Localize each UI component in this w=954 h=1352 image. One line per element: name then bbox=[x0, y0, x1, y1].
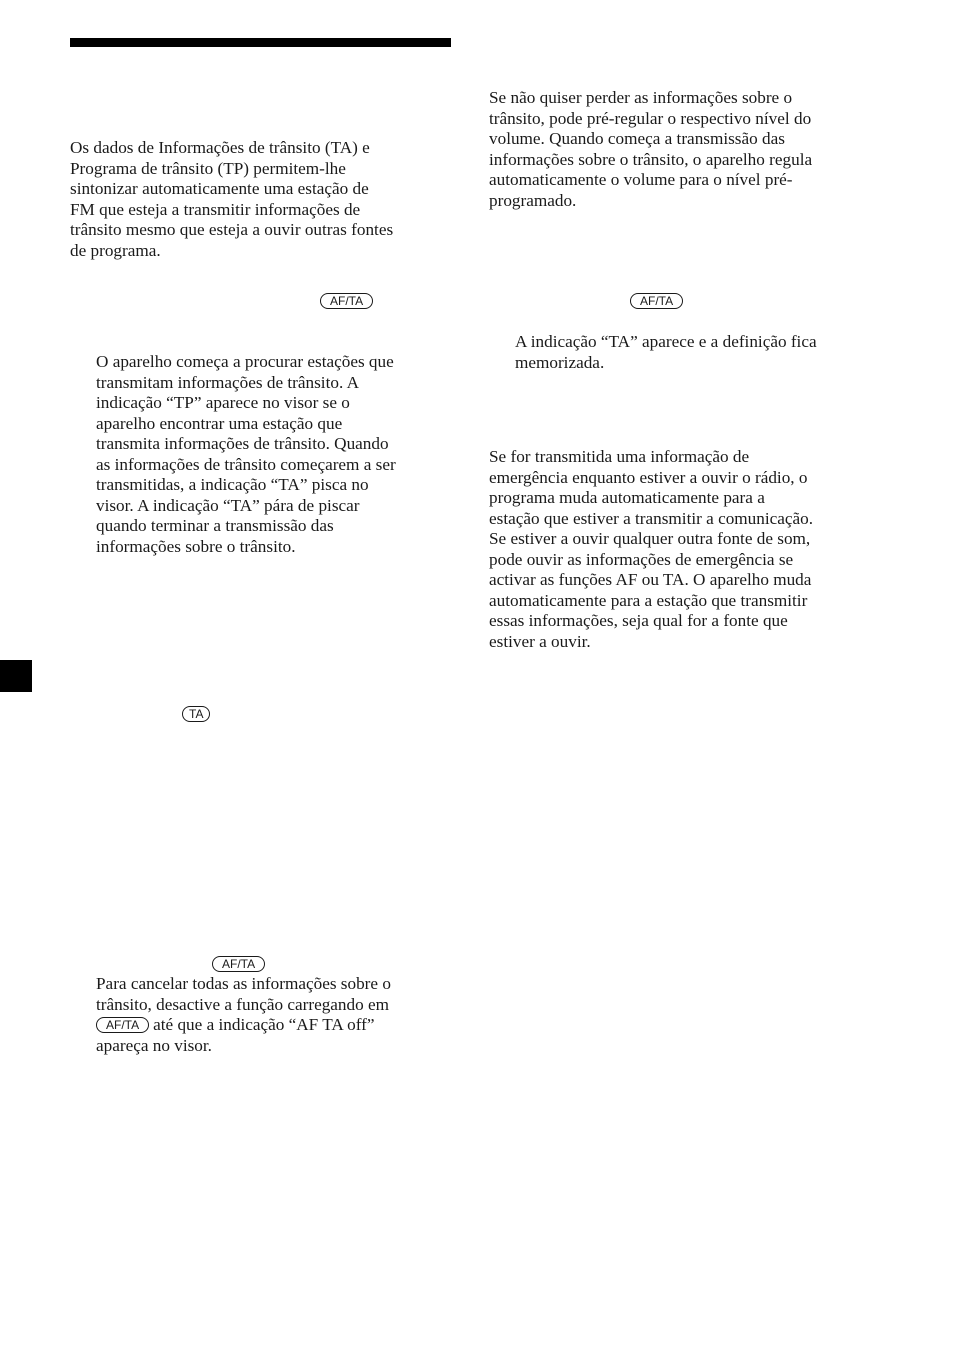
cancel-text-part1: Para cancelar todas as informações sobre o trânsito, desactive a função carregando em bbox=[96, 974, 391, 1014]
cancel-instructions bbox=[96, 974, 391, 1056]
traffic-info-intro: Os dados de Informações de trânsito (TA) e Programa de trânsito (TP) permitem-lhe sintonizar automaticamente uma estação de FM que esteja a transmitir informações de trânsito mesmo que esteja a ouvir outras fontes de programa. bbox=[70, 138, 394, 260]
cancel-text-part2: até que a indicação “AF TA off” bbox=[153, 1015, 375, 1034]
section-header-rule bbox=[70, 38, 451, 47]
af-ta-button-cancel[interactable]: AF/TA bbox=[212, 956, 265, 972]
af-ta-inline-button[interactable]: AF/TA bbox=[96, 1017, 149, 1033]
cancel-text-part3: apareça no visor. bbox=[96, 1035, 212, 1055]
volume-preset-intro: Se não quiser perder as informações sobre o trânsito, pode pré-regular o respectivo nível do volume. Quando começa a transmissão das informações sobre o trânsito, o aparelho regula automaticamente o volume para o nível pré- programado. bbox=[489, 88, 813, 210]
section-tab-marker bbox=[0, 660, 32, 692]
af-ta-button-step1[interactable]: AF/TA bbox=[320, 293, 373, 309]
search-result-text: O aparelho começa a procurar estações que transmitam informações de trânsito. A indicação “TP” aparece no visor se o aparelho encontrar uma estação que transmita informações de trânsito. Quando as informações de trânsito começarem a ser transmitidas, a indicação “TA” pisca no visor. A indicação “TA” pára de piscar quando terminar a transmissão das informações sobre o trânsito. bbox=[96, 352, 396, 556]
ta-button[interactable]: TA bbox=[182, 706, 210, 722]
emergency-broadcast-text: Se for transmitida uma informação de emergência enquanto estiver a ouvir o rádio, o programa muda automaticamente para a estação que estiver a transmitir a comunicação. Se estiver a ouvir qualquer outra fonte de som, pode ouvir as informações de emergência se activar as funções AF ou TA. O aparelho muda automaticamente para a estação que transmitir essas informações, seja qual for a fonte que estiver a ouvir. bbox=[489, 447, 814, 651]
volume-preset-result: A indicação “TA” aparece e a definição fica memorizada. bbox=[515, 332, 817, 372]
af-ta-button-volume[interactable]: AF/TA bbox=[630, 293, 683, 309]
